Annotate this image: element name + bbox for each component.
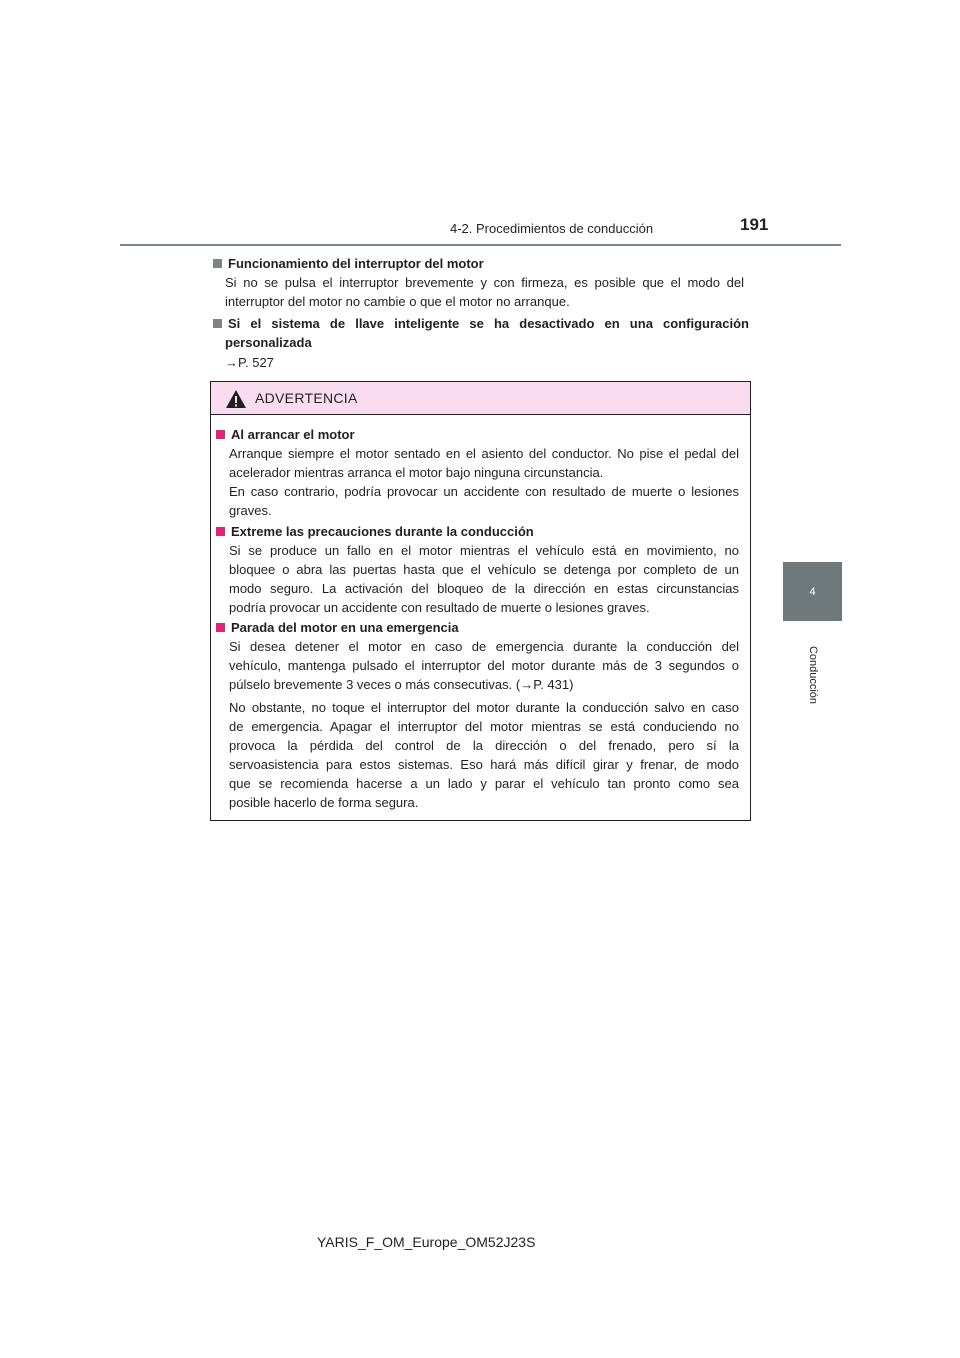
square-bullet-icon (213, 259, 222, 268)
warning-triangle-icon (225, 388, 247, 410)
square-bullet-icon (213, 319, 222, 328)
footer-document-code: YARIS_F_OM_Europe_OM52J23S (317, 1234, 536, 1250)
header-rule (120, 244, 841, 246)
chapter-side-label (783, 630, 842, 720)
square-bullet-icon (216, 527, 225, 536)
warning-item-paragraph-1: Arranque siempre el motor sentado en el asiento del conductor. No pise el pedal del acelerador mientras arranca el motor bajo ninguna circunstancia. En caso contrario, podría provocar un accidente con resultado de muerte o lesiones graves. (229, 446, 739, 518)
chapter-tab (783, 562, 842, 621)
warning-item-paragraph-3: Si desea detener el motor en caso de emergencia durante la conducción del vehículo, mantenga pulsado el interruptor del motor durante más de 3 segundos o púlselo brevemente 3 veces o más consecutivas. (→P. 431) (229, 639, 739, 692)
square-bullet-icon (216, 430, 225, 439)
square-bullet-icon (216, 623, 225, 632)
chapter-number: 4 (809, 585, 816, 598)
warning-item-heading-2: Extreme las precauciones durante la conducción (216, 522, 534, 541)
intro-paragraph-1: Si no se pulsa el interruptor brevemente y con firmeza, es posible que el modo del interruptor del motor no cambie o que el motor no arranque. (225, 275, 744, 309)
warning-item-heading-3: Parada del motor en una emergencia (216, 618, 459, 637)
page-reference[interactable]: →P. 527 (225, 355, 274, 370)
warning-item-paragraph-2: Si se produce un fallo en el motor mientras el vehículo está en movimiento, no bloquee o abra las puertas hasta que el vehículo se detenga por completo de un modo seguro. La activación del bloqueo de la dirección en estas circunstancias podría provocar un accidente con resultado de muerte o lesiones graves. (229, 543, 739, 615)
warning-item-heading-1: Al arrancar el motor (216, 425, 355, 444)
page-number: 191 (740, 215, 769, 234)
intro-heading-2: Si el sistema de llave inteligente se ha desactivado en una configuración personalizada (213, 314, 749, 352)
warning-title: ADVERTENCIA (255, 390, 358, 406)
warning-item-paragraph-4: No obstante, no toque el interruptor del motor durante la conducción salvo en caso de emergencia. Apagar el interruptor del motor mientras se está conduciendo no provoca la pérdida del control de la dirección o del frenado, pero sí la servoasistencia para estos sistemas. Eso hará más difícil girar y frenar, de modo que se recomienda hacerse a un lado y parar el vehículo tan pronto como sea posible hacerlo de forma segura. (229, 700, 739, 810)
chapter-label-text: Conducción (806, 645, 819, 705)
running-header-section: 4-2. Procedimientos de conducción (450, 221, 654, 236)
warning-header (211, 382, 750, 415)
intro-heading-1: Funcionamiento del interruptor del motor (213, 254, 484, 273)
warning-box (210, 381, 751, 821)
